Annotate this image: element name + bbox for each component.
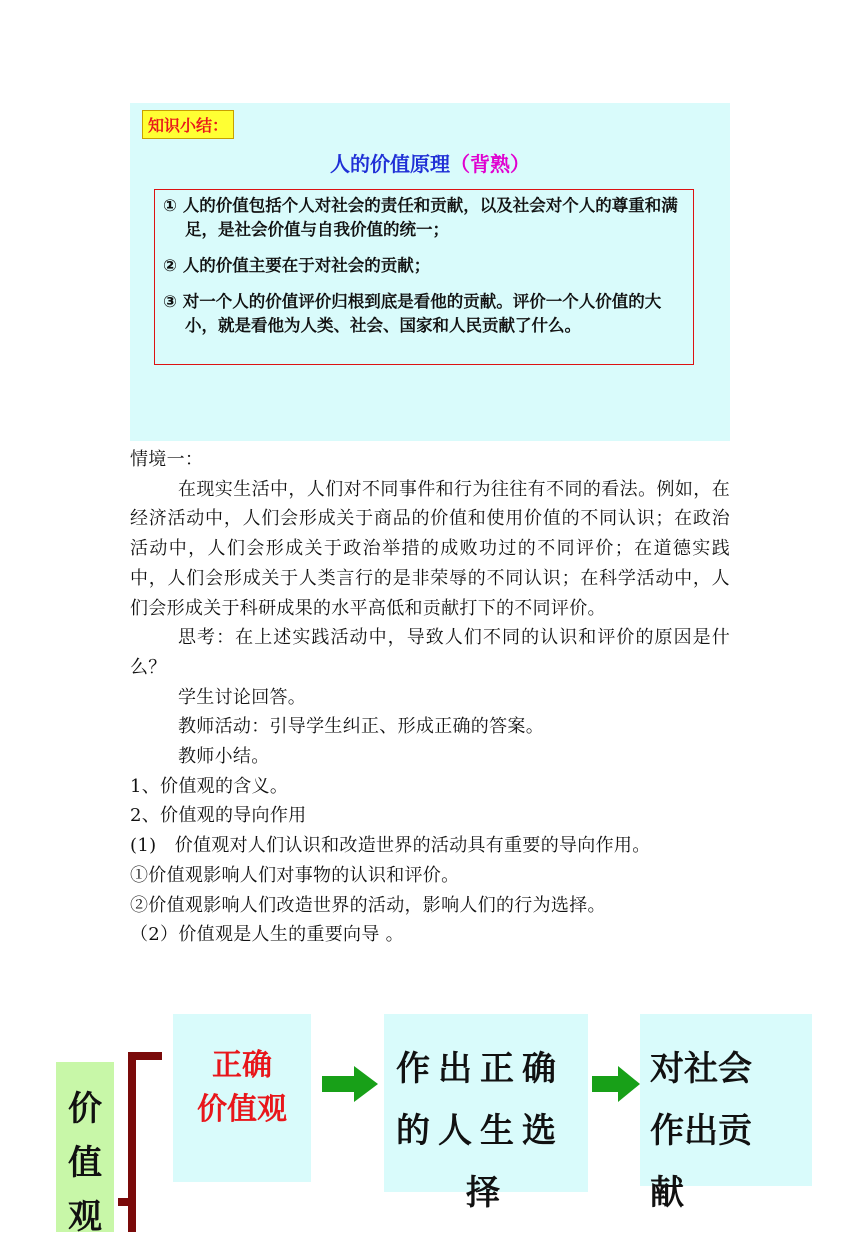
slide-title bbox=[130, 148, 730, 177]
box2-line2: 的人生选 bbox=[396, 1111, 564, 1151]
left-label: 价 值 观 bbox=[68, 1089, 102, 1237]
teacher-summary: 教师小结。 bbox=[178, 746, 270, 768]
value-diagram bbox=[0, 1010, 860, 1237]
box3-line1: 对社会 bbox=[650, 1049, 752, 1089]
box3-line2: 作出贡 bbox=[650, 1111, 752, 1151]
left-label-box bbox=[56, 1062, 114, 1237]
point-2-1: (1) 价值观对人们认识和改造世界的活动具有重要的导向作用。 bbox=[130, 835, 651, 857]
slide-title-main: 人的价值原理 bbox=[330, 152, 450, 176]
principle-item-3: ③ 对一个人的价值评价归根到底是看他的贡献。评价一个人价值的大小，就是看他为人类、社会、国家和人民贡献了什么。 bbox=[163, 292, 662, 335]
box2-line3: 择 bbox=[466, 1173, 508, 1213]
box2-line1: 作出正确 bbox=[396, 1049, 564, 1089]
scenario-paragraph: 在现实生活中，人们对不同事件和行为往往有不同的看法。例如，在经济活动中，人们会形成关于商品的价值和使用价值的不同认识；在政治活动中，人们会形成关于政治举措的成败功过的不同评价；在道德实践中，人们会形成关于人类言行的是非荣辱的不同认识；在科学活动中，人们会形成关于科研成果的水平高低和贡献打下的不同评价。 bbox=[130, 478, 730, 619]
box1-line2: 价值观 bbox=[197, 1092, 287, 1127]
bracket-top bbox=[128, 1052, 162, 1060]
point-2-2: （2）价值观是人生的重要向导 。 bbox=[130, 924, 404, 946]
point-2-1-b: ②价值观影响人们改造世界的活动，影响人们的行为选择。 bbox=[130, 894, 606, 916]
slide-title-sub: （背熟） bbox=[450, 152, 530, 176]
principle-item-1: ① 人的价值包括个人对社会的责任和贡献，以及社会对个人的尊重和满足，是社会价值与自我价值的统一； bbox=[163, 196, 678, 239]
box-contribute-society bbox=[640, 1014, 812, 1213]
point-1: 1、价值观的含义。 bbox=[130, 775, 289, 797]
question-paragraph: 思考：在上述实践活动中，导致人们不同的认识和评价的原因是什么？ bbox=[130, 627, 730, 678]
body-text bbox=[130, 445, 730, 950]
teacher-activity: 教师活动：引导学生纠正、形成正确的答案。 bbox=[178, 716, 544, 738]
summary-tag: 知识小结： bbox=[142, 110, 234, 139]
arrow-right-icon bbox=[322, 1066, 378, 1102]
student-activity: 学生讨论回答。 bbox=[178, 686, 307, 708]
point-2: 2、价值观的导向作用 bbox=[130, 805, 307, 827]
point-2-1-a: ①价值观影响人们对事物的认识和评价。 bbox=[130, 864, 460, 886]
box-life-choice bbox=[384, 1014, 588, 1213]
bracket-mid bbox=[118, 1198, 132, 1206]
box-correct-values bbox=[173, 1014, 311, 1182]
box3-line3: 献 bbox=[650, 1173, 684, 1213]
principle-item-2: ② 人的价值主要在于对社会的贡献； bbox=[163, 256, 431, 275]
arrow-right-icon bbox=[592, 1066, 640, 1102]
principle-box bbox=[154, 189, 694, 365]
summary-slide bbox=[130, 103, 730, 441]
scenario-heading: 情境一： bbox=[130, 449, 204, 470]
box1-line1: 正确 bbox=[212, 1048, 272, 1083]
